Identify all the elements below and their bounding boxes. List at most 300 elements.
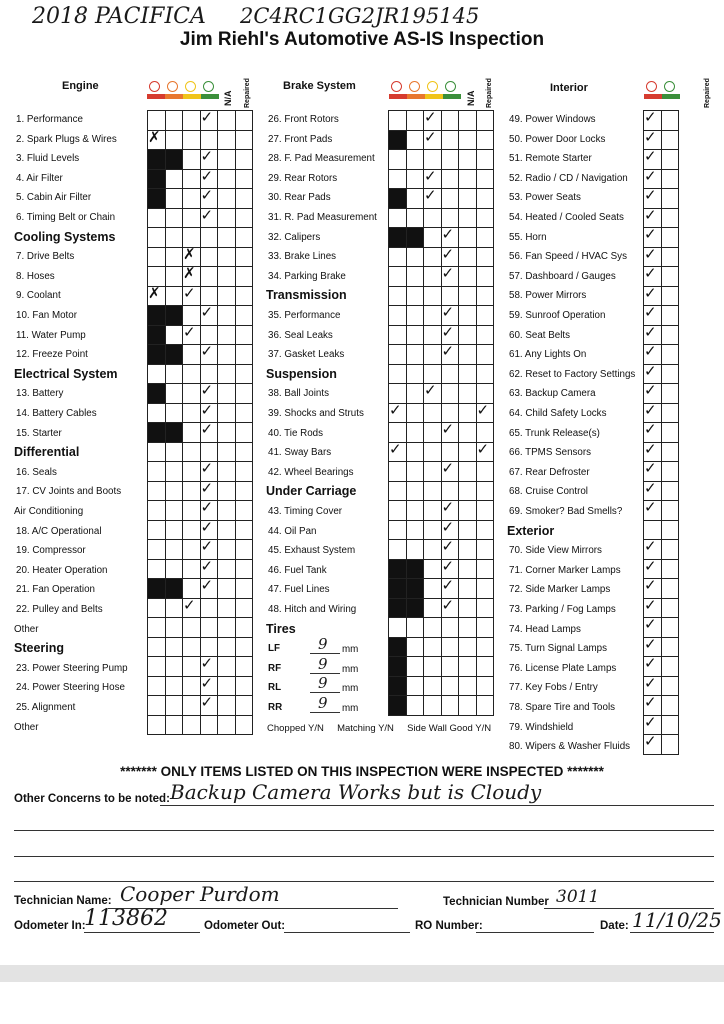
- rating-cell[interactable]: [165, 150, 183, 170]
- rating-cell[interactable]: [661, 540, 679, 560]
- date-value[interactable]: 11/10/25: [632, 908, 722, 932]
- rating-cell[interactable]: [476, 325, 494, 345]
- rating-cell[interactable]: [148, 637, 166, 657]
- rating-cell[interactable]: [476, 247, 494, 267]
- rating-cell[interactable]: [424, 228, 442, 248]
- rating-cell[interactable]: [165, 189, 183, 209]
- rating-cell[interactable]: [661, 325, 679, 345]
- rating-cell[interactable]: [148, 345, 166, 365]
- rating-cell[interactable]: [441, 111, 459, 131]
- rating-cell[interactable]: [235, 579, 253, 599]
- rating-cell[interactable]: [183, 520, 201, 540]
- rating-cell[interactable]: [183, 462, 201, 482]
- rating-cell[interactable]: [389, 325, 407, 345]
- rating-cell[interactable]: [441, 189, 459, 209]
- rating-cell[interactable]: [661, 559, 679, 579]
- rating-cell[interactable]: [441, 676, 459, 696]
- rating-cell[interactable]: [476, 400, 494, 423]
- rating-cell[interactable]: [406, 267, 424, 287]
- rating-cell[interactable]: [218, 403, 236, 423]
- rating-cell[interactable]: [200, 598, 218, 618]
- rating-cell[interactable]: [148, 696, 166, 716]
- rating-cell[interactable]: [661, 579, 679, 599]
- rating-cell[interactable]: [165, 520, 183, 540]
- rating-cell[interactable]: [218, 676, 236, 696]
- rating-cell[interactable]: [200, 303, 218, 326]
- rating-cell[interactable]: [389, 462, 407, 482]
- rating-cell[interactable]: [441, 130, 459, 150]
- rating-cell[interactable]: [235, 637, 253, 657]
- rating-cell[interactable]: [406, 286, 424, 306]
- rating-cell[interactable]: [406, 618, 424, 638]
- rating-cell[interactable]: [218, 306, 236, 326]
- rating-cell[interactable]: [200, 108, 218, 131]
- rating-cell[interactable]: [165, 364, 183, 384]
- rating-cell[interactable]: [389, 481, 407, 501]
- rating-cell[interactable]: [424, 208, 442, 228]
- rating-cell[interactable]: [424, 381, 442, 404]
- rating-cell[interactable]: [218, 267, 236, 287]
- rating-cell[interactable]: [235, 189, 253, 209]
- rating-cell[interactable]: [406, 657, 424, 677]
- rating-cell[interactable]: [235, 364, 253, 384]
- rating-cell[interactable]: [406, 247, 424, 267]
- rating-cell[interactable]: [148, 247, 166, 267]
- rating-cell[interactable]: [441, 618, 459, 638]
- rating-cell[interactable]: [218, 696, 236, 716]
- rating-cell[interactable]: [165, 676, 183, 696]
- rating-cell[interactable]: [441, 150, 459, 170]
- rating-cell[interactable]: [661, 267, 679, 287]
- rating-cell[interactable]: [661, 520, 679, 540]
- tire-depth-value[interactable]: 9: [318, 674, 328, 693]
- rating-cell[interactable]: [165, 481, 183, 501]
- rating-cell[interactable]: [459, 501, 477, 521]
- rating-cell[interactable]: [235, 111, 253, 131]
- rating-cell[interactable]: [661, 364, 679, 384]
- rating-cell[interactable]: [218, 150, 236, 170]
- rating-cell[interactable]: [661, 676, 679, 696]
- rating-cell[interactable]: [661, 715, 679, 735]
- rating-cell[interactable]: [148, 283, 166, 306]
- rating-cell[interactable]: [389, 286, 407, 306]
- rating-cell[interactable]: [218, 228, 236, 248]
- rating-cell[interactable]: [218, 169, 236, 189]
- rating-cell[interactable]: [165, 130, 183, 150]
- rating-cell[interactable]: [661, 637, 679, 657]
- rating-cell[interactable]: [165, 579, 183, 599]
- rating-cell[interactable]: [165, 637, 183, 657]
- rating-cell[interactable]: [406, 559, 424, 579]
- rating-cell[interactable]: [183, 676, 201, 696]
- rating-cell[interactable]: [459, 111, 477, 131]
- rating-cell[interactable]: [424, 501, 442, 521]
- rating-cell[interactable]: [406, 306, 424, 326]
- rating-cell[interactable]: [476, 267, 494, 287]
- rating-cell[interactable]: [218, 189, 236, 209]
- rating-cell[interactable]: [644, 732, 662, 755]
- rating-cell[interactable]: [389, 267, 407, 287]
- rating-cell[interactable]: [183, 345, 201, 365]
- rating-cell[interactable]: [661, 111, 679, 131]
- rating-cell[interactable]: [459, 150, 477, 170]
- rating-cell[interactable]: [148, 442, 166, 462]
- rating-cell[interactable]: [235, 481, 253, 501]
- rating-cell[interactable]: [661, 696, 679, 716]
- rating-cell[interactable]: [476, 637, 494, 657]
- rating-cell[interactable]: [200, 228, 218, 248]
- rating-cell[interactable]: [459, 384, 477, 404]
- rating-cell[interactable]: [148, 559, 166, 579]
- rating-cell[interactable]: [165, 540, 183, 560]
- rating-cell[interactable]: [183, 150, 201, 170]
- rating-cell[interactable]: [424, 559, 442, 579]
- rating-cell[interactable]: [218, 384, 236, 404]
- rating-cell[interactable]: [476, 345, 494, 365]
- rating-cell[interactable]: [218, 715, 236, 735]
- rating-cell[interactable]: [424, 442, 442, 462]
- rating-cell[interactable]: [661, 462, 679, 482]
- rating-cell[interactable]: [218, 598, 236, 618]
- rating-cell[interactable]: [148, 150, 166, 170]
- rating-cell[interactable]: [459, 130, 477, 150]
- rating-cell[interactable]: [235, 501, 253, 521]
- rating-cell[interactable]: [235, 384, 253, 404]
- rating-cell[interactable]: [424, 325, 442, 345]
- rating-cell[interactable]: [183, 501, 201, 521]
- rating-cell[interactable]: [459, 520, 477, 540]
- rating-cell[interactable]: [406, 442, 424, 462]
- rating-cell[interactable]: [406, 501, 424, 521]
- rating-cell[interactable]: [218, 520, 236, 540]
- rating-cell[interactable]: [441, 696, 459, 716]
- rating-cell[interactable]: [218, 559, 236, 579]
- rating-cell[interactable]: [661, 286, 679, 306]
- rating-cell[interactable]: [661, 169, 679, 189]
- rating-cell[interactable]: [148, 618, 166, 638]
- rating-cell[interactable]: [200, 693, 218, 716]
- rating-cell[interactable]: [218, 462, 236, 482]
- rating-cell[interactable]: [148, 540, 166, 560]
- rating-cell[interactable]: [235, 325, 253, 345]
- rating-cell[interactable]: [165, 286, 183, 306]
- rating-cell[interactable]: [406, 364, 424, 384]
- rating-cell[interactable]: [389, 228, 407, 248]
- rating-cell[interactable]: [476, 130, 494, 150]
- rating-cell[interactable]: [165, 267, 183, 287]
- rating-cell[interactable]: [235, 540, 253, 560]
- rating-cell[interactable]: [165, 501, 183, 521]
- rating-cell[interactable]: [661, 189, 679, 209]
- rating-cell[interactable]: [148, 657, 166, 677]
- rating-cell[interactable]: [424, 345, 442, 365]
- rating-cell[interactable]: [183, 696, 201, 716]
- rating-cell[interactable]: [389, 364, 407, 384]
- rating-cell[interactable]: [183, 657, 201, 677]
- rating-cell[interactable]: [389, 637, 407, 657]
- rating-cell[interactable]: [389, 111, 407, 131]
- rating-cell[interactable]: [148, 208, 166, 228]
- rating-cell[interactable]: [441, 595, 459, 618]
- rating-cell[interactable]: [148, 423, 166, 443]
- rating-cell[interactable]: [424, 403, 442, 423]
- rating-cell[interactable]: [406, 228, 424, 248]
- rating-cell[interactable]: [406, 169, 424, 189]
- rating-cell[interactable]: [459, 364, 477, 384]
- rating-cell[interactable]: [406, 579, 424, 599]
- rating-cell[interactable]: [183, 423, 201, 443]
- rating-cell[interactable]: [235, 306, 253, 326]
- rating-cell[interactable]: [661, 735, 679, 755]
- rating-cell[interactable]: [148, 481, 166, 501]
- rating-cell[interactable]: [148, 189, 166, 209]
- rating-cell[interactable]: [661, 657, 679, 677]
- rating-cell[interactable]: [235, 442, 253, 462]
- rating-cell[interactable]: [183, 715, 201, 735]
- rating-cell[interactable]: [165, 169, 183, 189]
- rating-cell[interactable]: [218, 364, 236, 384]
- tire-depth-value[interactable]: 9: [318, 694, 328, 712]
- rating-cell[interactable]: [406, 598, 424, 618]
- rating-cell[interactable]: [441, 384, 459, 404]
- rating-cell[interactable]: [476, 501, 494, 521]
- rating-cell[interactable]: [441, 420, 459, 443]
- rating-cell[interactable]: [218, 130, 236, 150]
- rating-cell[interactable]: [476, 228, 494, 248]
- rating-cell[interactable]: [200, 247, 218, 267]
- rating-cell[interactable]: [218, 618, 236, 638]
- rating-cell[interactable]: [406, 150, 424, 170]
- rating-cell[interactable]: [183, 442, 201, 462]
- rating-cell[interactable]: [389, 598, 407, 618]
- rating-cell[interactable]: [476, 598, 494, 618]
- rating-cell[interactable]: [459, 657, 477, 677]
- rating-cell[interactable]: [148, 364, 166, 384]
- rating-cell[interactable]: [661, 228, 679, 248]
- rating-cell[interactable]: [424, 423, 442, 443]
- rating-cell[interactable]: [441, 657, 459, 677]
- rating-cell[interactable]: [406, 403, 424, 423]
- rating-cell[interactable]: [476, 559, 494, 579]
- rating-cell[interactable]: [183, 111, 201, 131]
- rating-cell[interactable]: [235, 520, 253, 540]
- rating-cell[interactable]: [661, 384, 679, 404]
- rating-cell[interactable]: [389, 657, 407, 677]
- rating-cell[interactable]: [235, 559, 253, 579]
- rating-cell[interactable]: [406, 130, 424, 150]
- rating-cell[interactable]: [661, 618, 679, 638]
- rating-cell[interactable]: [200, 342, 218, 365]
- rating-cell[interactable]: [165, 247, 183, 267]
- rating-cell[interactable]: [389, 696, 407, 716]
- rating-cell[interactable]: [476, 169, 494, 189]
- rating-cell[interactable]: [424, 520, 442, 540]
- rating-cell[interactable]: [476, 208, 494, 228]
- rating-cell[interactable]: [389, 618, 407, 638]
- rating-cell[interactable]: [200, 205, 218, 228]
- rating-cell[interactable]: [235, 208, 253, 228]
- rating-cell[interactable]: [235, 247, 253, 267]
- rating-cell[interactable]: [389, 439, 407, 462]
- rating-cell[interactable]: [200, 267, 218, 287]
- rating-cell[interactable]: [165, 715, 183, 735]
- rating-cell[interactable]: [183, 130, 201, 150]
- rating-cell[interactable]: [183, 283, 201, 306]
- rating-cell[interactable]: [459, 325, 477, 345]
- rating-cell[interactable]: [406, 345, 424, 365]
- rating-cell[interactable]: [406, 462, 424, 482]
- rating-cell[interactable]: [218, 540, 236, 560]
- rating-cell[interactable]: [218, 657, 236, 677]
- rating-cell[interactable]: [661, 423, 679, 443]
- rating-cell[interactable]: [235, 696, 253, 716]
- rating-cell[interactable]: [183, 481, 201, 501]
- rating-cell[interactable]: [165, 111, 183, 131]
- rating-cell[interactable]: [406, 208, 424, 228]
- rating-cell[interactable]: [424, 637, 442, 657]
- rating-cell[interactable]: [476, 618, 494, 638]
- rating-cell[interactable]: [148, 715, 166, 735]
- rating-cell[interactable]: [165, 423, 183, 443]
- rating-cell[interactable]: [389, 189, 407, 209]
- rating-cell[interactable]: [424, 186, 442, 209]
- rating-cell[interactable]: [459, 189, 477, 209]
- rating-cell[interactable]: [218, 208, 236, 228]
- rating-cell[interactable]: [424, 676, 442, 696]
- rating-cell[interactable]: [165, 598, 183, 618]
- rating-cell[interactable]: [235, 345, 253, 365]
- rating-cell[interactable]: [661, 247, 679, 267]
- rating-cell[interactable]: [183, 189, 201, 209]
- rating-cell[interactable]: [476, 150, 494, 170]
- rating-cell[interactable]: [441, 342, 459, 365]
- rating-cell[interactable]: [476, 364, 494, 384]
- technician-number-value[interactable]: 3011: [556, 887, 600, 907]
- rating-cell[interactable]: [165, 442, 183, 462]
- rating-cell[interactable]: [165, 384, 183, 404]
- odometer-in-value[interactable]: 113862: [84, 906, 168, 931]
- rating-cell[interactable]: [183, 637, 201, 657]
- rating-cell[interactable]: [406, 696, 424, 716]
- rating-cell[interactable]: [183, 559, 201, 579]
- rating-cell[interactable]: [661, 481, 679, 501]
- rating-cell[interactable]: [165, 462, 183, 482]
- rating-cell[interactable]: [218, 286, 236, 306]
- rating-cell[interactable]: [165, 228, 183, 248]
- rating-cell[interactable]: [459, 286, 477, 306]
- rating-cell[interactable]: [424, 579, 442, 599]
- rating-cell[interactable]: [183, 169, 201, 189]
- rating-cell[interactable]: [235, 403, 253, 423]
- rating-cell[interactable]: [459, 676, 477, 696]
- rating-cell[interactable]: [235, 150, 253, 170]
- rating-cell[interactable]: [441, 459, 459, 482]
- rating-cell[interactable]: [476, 189, 494, 209]
- rating-cell[interactable]: [389, 579, 407, 599]
- rating-cell[interactable]: [148, 598, 166, 618]
- rating-cell[interactable]: [441, 264, 459, 287]
- rating-cell[interactable]: [235, 169, 253, 189]
- rating-cell[interactable]: [459, 559, 477, 579]
- rating-cell[interactable]: [441, 637, 459, 657]
- rating-cell[interactable]: [183, 384, 201, 404]
- rating-cell[interactable]: [218, 325, 236, 345]
- rating-cell[interactable]: [235, 286, 253, 306]
- rating-cell[interactable]: [389, 345, 407, 365]
- rating-cell[interactable]: [148, 579, 166, 599]
- rating-cell[interactable]: [183, 364, 201, 384]
- rating-cell[interactable]: [389, 247, 407, 267]
- technician-name-value[interactable]: Cooper Purdom: [120, 882, 280, 906]
- rating-cell[interactable]: [218, 637, 236, 657]
- rating-cell[interactable]: [661, 306, 679, 326]
- rating-cell[interactable]: [218, 501, 236, 521]
- rating-cell[interactable]: [441, 364, 459, 384]
- rating-cell[interactable]: [389, 676, 407, 696]
- rating-cell[interactable]: [406, 111, 424, 131]
- rating-cell[interactable]: [661, 345, 679, 365]
- rating-cell[interactable]: [183, 403, 201, 423]
- rating-cell[interactable]: [476, 286, 494, 306]
- rating-cell[interactable]: [165, 325, 183, 345]
- rating-cell[interactable]: [406, 189, 424, 209]
- rating-cell[interactable]: [165, 403, 183, 423]
- rating-cell[interactable]: [459, 442, 477, 462]
- rating-cell[interactable]: [459, 267, 477, 287]
- concerns-value[interactable]: Backup Camera Works but is Cloudy: [170, 780, 542, 804]
- rating-cell[interactable]: [389, 540, 407, 560]
- rating-cell[interactable]: [661, 598, 679, 618]
- rating-cell[interactable]: [165, 208, 183, 228]
- rating-cell[interactable]: [200, 618, 218, 638]
- rating-cell[interactable]: [424, 598, 442, 618]
- rating-cell[interactable]: [476, 439, 494, 462]
- rating-cell[interactable]: [661, 208, 679, 228]
- rating-cell[interactable]: [389, 559, 407, 579]
- rating-cell[interactable]: [183, 540, 201, 560]
- rating-cell[interactable]: [389, 169, 407, 189]
- rating-cell[interactable]: [148, 127, 166, 150]
- rating-cell[interactable]: [661, 150, 679, 170]
- rating-cell[interactable]: [218, 111, 236, 131]
- rating-cell[interactable]: [476, 306, 494, 326]
- rating-cell[interactable]: [459, 247, 477, 267]
- rating-cell[interactable]: [459, 637, 477, 657]
- rating-cell[interactable]: [235, 618, 253, 638]
- tire-depth-value[interactable]: 9: [318, 654, 328, 673]
- rating-cell[interactable]: [644, 498, 662, 521]
- rating-cell[interactable]: [200, 576, 218, 599]
- rating-cell[interactable]: [424, 657, 442, 677]
- rating-cell[interactable]: [148, 325, 166, 345]
- rating-cell[interactable]: [235, 423, 253, 443]
- rating-cell[interactable]: [235, 228, 253, 248]
- rating-cell[interactable]: [476, 111, 494, 131]
- tire-depth-value[interactable]: 9: [318, 635, 328, 654]
- rating-cell[interactable]: [424, 618, 442, 638]
- rating-cell[interactable]: [148, 384, 166, 404]
- rating-cell[interactable]: [218, 579, 236, 599]
- rating-cell[interactable]: [235, 462, 253, 482]
- rating-cell[interactable]: [476, 481, 494, 501]
- rating-cell[interactable]: [406, 676, 424, 696]
- rating-cell[interactable]: [389, 150, 407, 170]
- rating-cell[interactable]: [459, 403, 477, 423]
- rating-cell[interactable]: [235, 715, 253, 735]
- rating-cell[interactable]: [661, 130, 679, 150]
- rating-cell[interactable]: [235, 267, 253, 287]
- rating-cell[interactable]: [183, 618, 201, 638]
